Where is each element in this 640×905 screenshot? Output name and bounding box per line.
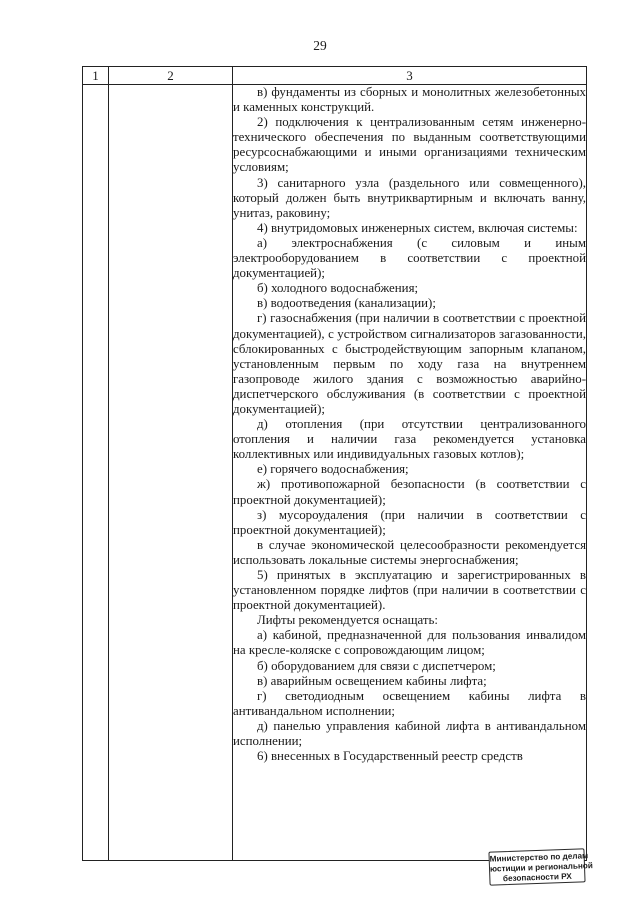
stamp-line-3: безопасности РХ bbox=[502, 871, 572, 884]
paragraph-engineering-systems: 4) внутридомовых инженерных систем, включая системы: bbox=[257, 220, 578, 235]
paragraph-elevators-equipment-intro: Лифты рекомендуется оснащать: bbox=[257, 613, 438, 628]
paragraph-gas-supply: г) газоснабжения (при наличии в соответствии с проектной документацией), с устройством сигнализаторов загазованности, сблокированных с быстродействующим запорным клапаном, установленным первым по ходу газа на внутреннем газопроводе жилого здания с возможностью аварийно-диспетчерского обслуживания (в соответствии с проектной документацией); bbox=[233, 311, 586, 416]
paragraph-led-light: г) светодиодным освещением кабины лифта в антивандальном исполнении; bbox=[233, 688, 586, 718]
paragraph-fire-safety: ж) противопожарной безопасности (в соответствии с проектной документацией); bbox=[233, 477, 586, 507]
requirements-table bbox=[82, 66, 587, 861]
column-3-text-cell bbox=[233, 85, 587, 861]
stamp-line-1: Министерство по делам bbox=[489, 851, 589, 864]
paragraph-utility-connections: 2) подключения к централизованным сетям инженерно-технического обеспечения по выданным соответствующими ресурсоснабжающими и иными организациями техническим условиям; bbox=[233, 115, 586, 175]
paragraph-hot-water: е) горячего водоснабжения; bbox=[257, 462, 409, 477]
table-row bbox=[83, 85, 587, 861]
column-header-1: 1 bbox=[83, 67, 109, 85]
column-1-cell bbox=[83, 85, 109, 861]
column-header-3: 3 bbox=[233, 67, 587, 85]
paragraph-dispatcher-link: б) оборудованием для связи с диспетчером; bbox=[257, 658, 496, 673]
paragraph-emergency-light: в) аварийным освещением кабины лифта; bbox=[257, 673, 487, 688]
paragraph-state-register: 6) внесенных в Государственный реестр средств bbox=[257, 749, 523, 764]
paragraph-local-energy: в случае экономической целесообразности рекомендуется использовать локальные системы энергоснабжения; bbox=[233, 537, 586, 567]
paragraph-control-panel: д) панелью управления кабиной лифта в антивандальном исполнении; bbox=[233, 718, 586, 749]
paragraph-elevators: 5) принятых в эксплуатацию и зарегистрированных в установленном порядке лифтов (при наличии в соответствии с проектной документацией). bbox=[233, 568, 586, 613]
page-number: 29 bbox=[313, 38, 327, 53]
ministry-stamp bbox=[488, 848, 594, 885]
column-header-2: 2 bbox=[109, 67, 233, 85]
paragraph-heating: д) отопления (при отсутствии централизованного отопления и наличии газа рекомендуется установка коллективных или индивидуальных газовых котлов); bbox=[233, 417, 586, 462]
column-2-cell bbox=[109, 85, 233, 861]
paragraph-cold-water: б) холодного водоснабжения; bbox=[257, 281, 419, 296]
paragraph-sewerage: в) водоотведения (канализации); bbox=[257, 296, 436, 311]
stamp-line-2: юстиции и региональной bbox=[489, 861, 594, 874]
table-header-row bbox=[83, 67, 587, 85]
paragraph-sanitary-unit: 3) санитарного узла (раздельного или совмещенного), который должен быть внутриквартирным и включать ванну, унитаз, раковину; bbox=[233, 175, 586, 220]
paragraph-foundations: в) фундаменты из сборных и монолитных железобетонных и каменных конструкций. bbox=[233, 85, 586, 115]
paragraph-waste-removal: з) мусороудаления (при наличии в соответствии с проектной документацией); bbox=[233, 507, 586, 537]
paragraph-wheelchair-cabin: а) кабиной, предназначенной для пользования инвалидом на кресле-коляске с сопровождающим лицом; bbox=[233, 628, 586, 658]
paragraph-power-supply: а) электроснабжения (с силовым и иным электрооборудованием в соответствии с проектной документацией); bbox=[233, 235, 586, 281]
